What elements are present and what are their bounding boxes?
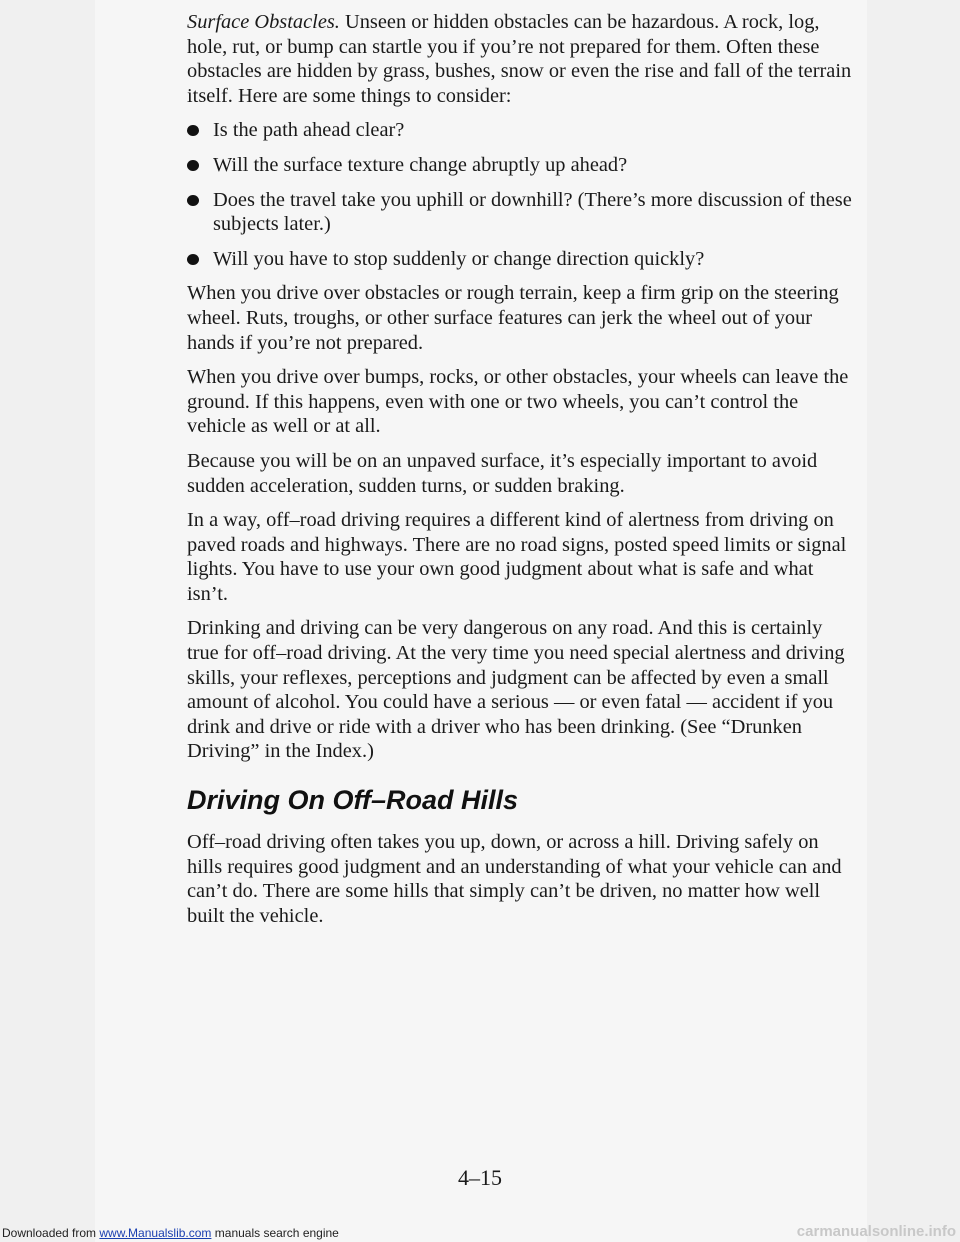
bullet-icon (187, 254, 199, 265)
list-item (187, 118, 857, 143)
body-paragraph: When you drive over bumps, rocks, or other obstacles, your wheels can leave the ground. If this happens, even with one or two wheels, you can’t control the vehicle as well or at all. (187, 366, 849, 438)
download-footer (2, 1226, 339, 1240)
intro-paragraph (187, 10, 857, 108)
list-item-text: Does the travel take you uphill or downhill? (There’s more discussion of these subjects later.) (213, 188, 852, 236)
watermark: carmanualsonline.info (796, 1223, 956, 1240)
footer-prefix: Downloaded from (2, 1226, 100, 1240)
intro-text: Unseen or hidden obstacles can be hazardous. A rock, log, hole, rut, or bump can startle you if you’re not prepared for them. Often these obstacles are hidden by grass, bushes, snow or even the rise and fall of the terrain itself. Here are some things to consider: (187, 11, 852, 107)
bullet-icon (187, 160, 199, 171)
page-number: 4–15 (458, 1165, 502, 1190)
manualslib-link[interactable]: www.Manualslib.com (99, 1226, 212, 1240)
list-item-text: Will you have to stop suddenly or change direction quickly? (213, 247, 705, 270)
body-paragraph: When you drive over obstacles or rough terrain, keep a firm grip on the steering wheel. Ruts, troughs, or other surface features can jerk the wheel out of your hands if you’re not prepared. (187, 282, 839, 354)
list-item (187, 247, 857, 272)
body-paragraph: In a way, off–road driving requires a different kind of alertness from driving on paved roads and highways. There are no road signs, posted speed limits or signal lights. You have to use your own good judgment about what is safe and what isn’t. (187, 509, 847, 605)
list-item-text: Is the path ahead clear? (213, 119, 405, 142)
list-item (187, 188, 857, 237)
body-paragraph: Drinking and driving can be very dangerous on any road. And this is certainly true for off–road driving. At the very time you need special alertness and driving skills, your reflexes, perceptions and judgment can be affected by even a small amount of alcohol. You could have a serious — or even fatal — accident if you drink and drive or ride with a driver who has been drinking. (See “Drunken Driving” in the Index.) (187, 617, 845, 763)
bullet-icon (187, 125, 199, 136)
consideration-list (187, 118, 857, 271)
section-heading: Driving On Off–Road Hills (187, 785, 519, 816)
list-item (187, 153, 857, 178)
section-paragraph: Off–road driving often takes you up, down, or across a hill. Driving safely on hills requires good judgment and an understanding of what your vehicle can and can’t do. There are some hills that simply can’t be driven, no matter how well built the vehicle. (187, 831, 842, 927)
bullet-icon (187, 195, 199, 206)
intro-lead-in: Surface Obstacles. (187, 11, 340, 33)
footer-suffix: manuals search engine (211, 1226, 339, 1240)
page-content (187, 10, 857, 938)
body-paragraph: Because you will be on an unpaved surface, it’s especially important to avoid sudden acceleration, sudden turns, or sudden braking. (187, 449, 818, 497)
list-item-text: Will the surface texture change abruptly up ahead? (213, 153, 628, 176)
